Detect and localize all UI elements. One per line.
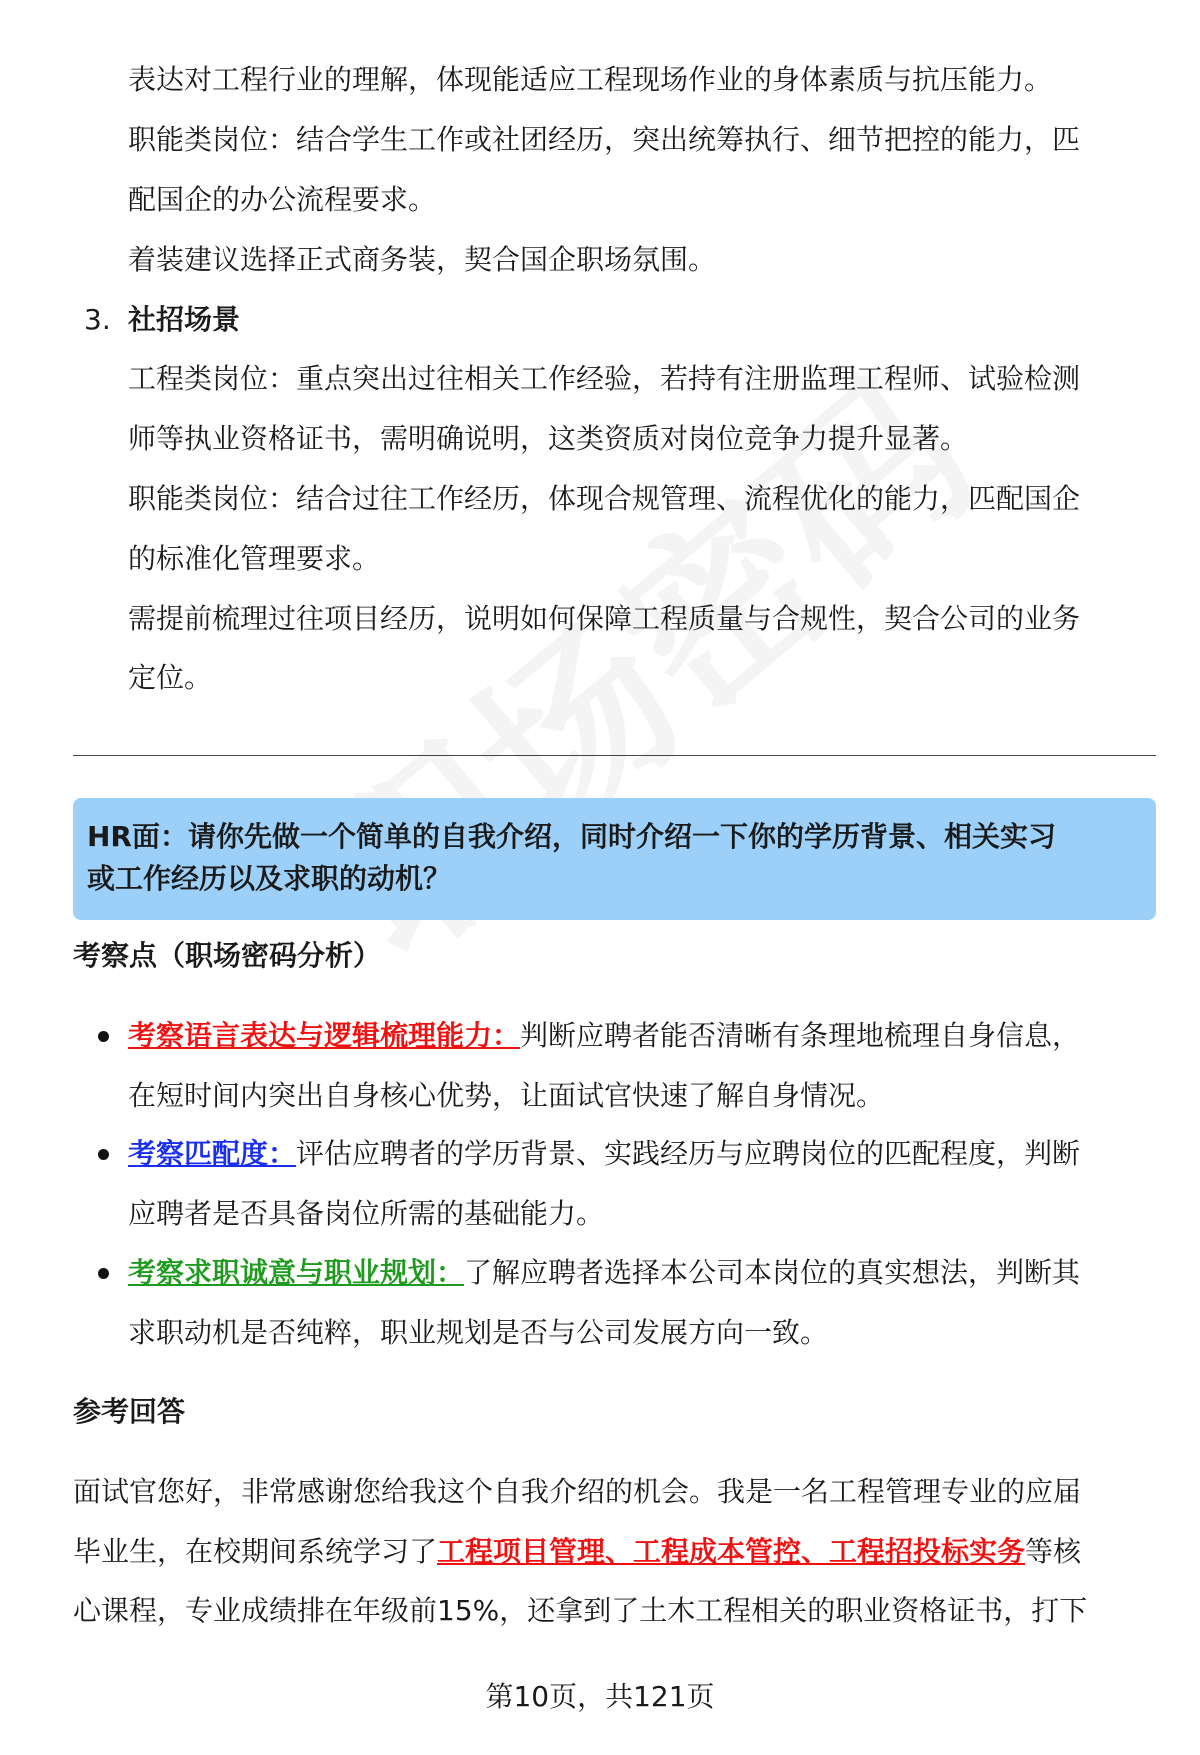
question-box <box>73 798 1156 920</box>
answer-text: 等核 <box>1025 1535 1082 1568</box>
question-line: 或工作经历以及求职的动机？ <box>87 862 452 895</box>
point-label: 考察语言表达与逻辑梳理能力： <box>128 1019 521 1052</box>
text-line: 的标准化管理要求。 <box>128 542 381 575</box>
text-line: 表达对工程行业的理解，体现能适应工程现场作业的身体素质与抗压能力。 <box>128 63 1053 96</box>
point-text: 判断应聘者能否清晰有条理地梳理自身信息， <box>520 1019 1081 1052</box>
answer-heading: 参考回答 <box>73 1395 186 1428</box>
text-line: 工程类岗位：重点突出过往相关工作经验，若持有注册监理工程师、试验检测 <box>128 362 1081 395</box>
page-number: 第10页，共121页 <box>485 1680 715 1713</box>
point-line <box>128 1124 1080 1184</box>
text-line: 需提前梳理过往项目经历，说明如何保障工程质量与合规性，契合公司的业务 <box>128 602 1081 635</box>
bullet-icon <box>98 1149 109 1160</box>
bullet-icon <box>98 1031 109 1042</box>
answer-line: 面试官您好，非常感谢您给我这个自我介绍的机会。我是一名工程管理专业的应届 <box>73 1475 1082 1508</box>
text-line: 配国企的办公流程要求。 <box>128 183 437 216</box>
point-line <box>128 1006 1080 1066</box>
answer-highlight: 工程项目管理、工程成本管控、工程招投标实务 <box>437 1535 1026 1568</box>
text-line: 定位。 <box>128 661 213 694</box>
point-line: 应聘者是否具备岗位所需的基础能力。 <box>128 1197 605 1230</box>
point-text: 评估应聘者的学历背景、实践经历与应聘岗位的匹配程度，判断 <box>296 1137 1081 1170</box>
question-line: HR面：请你先做一个简单的自我介绍，同时介绍一下你的学历背景、相关实习 <box>87 820 1056 853</box>
section-title: 社招场景 <box>128 303 241 336</box>
divider <box>73 755 1156 756</box>
point-label: 考察匹配度： <box>128 1137 297 1170</box>
point-label: 考察求职诚意与职业规划： <box>128 1256 465 1289</box>
point-line: 在短时间内突出自身核心优势，让面试官快速了解自身情况。 <box>128 1079 885 1112</box>
answer-line <box>73 1522 1081 1582</box>
text-line: 着装建议选择正式商务装，契合国企职场氛围。 <box>128 243 717 276</box>
points-heading: 考察点（职场密码分析） <box>73 939 382 972</box>
answer-text: 毕业生，在校期间系统学习了 <box>73 1535 438 1568</box>
text-line: 职能类岗位：结合过往工作经历，体现合规管理、流程优化的能力，匹配国企 <box>128 482 1081 515</box>
point-text: 了解应聘者选择本公司本岗位的真实想法，判断其 <box>464 1256 1081 1289</box>
text-line: 职能类岗位：结合学生工作或社团经历，突出统筹执行、细节把控的能力，匹 <box>128 123 1081 156</box>
point-line <box>128 1243 1080 1303</box>
text-line: 师等执业资格证书，需明确说明，这类资质对岗位竞争力提升显著。 <box>128 422 969 455</box>
answer-line: 心课程，专业成绩排在年级前15%，还拿到了土木工程相关的职业资格证书，打下 <box>73 1594 1088 1627</box>
point-line: 求职动机是否纯粹，职业规划是否与公司发展方向一致。 <box>128 1316 829 1349</box>
list-number: 3. <box>84 303 111 336</box>
bullet-icon <box>98 1268 109 1279</box>
